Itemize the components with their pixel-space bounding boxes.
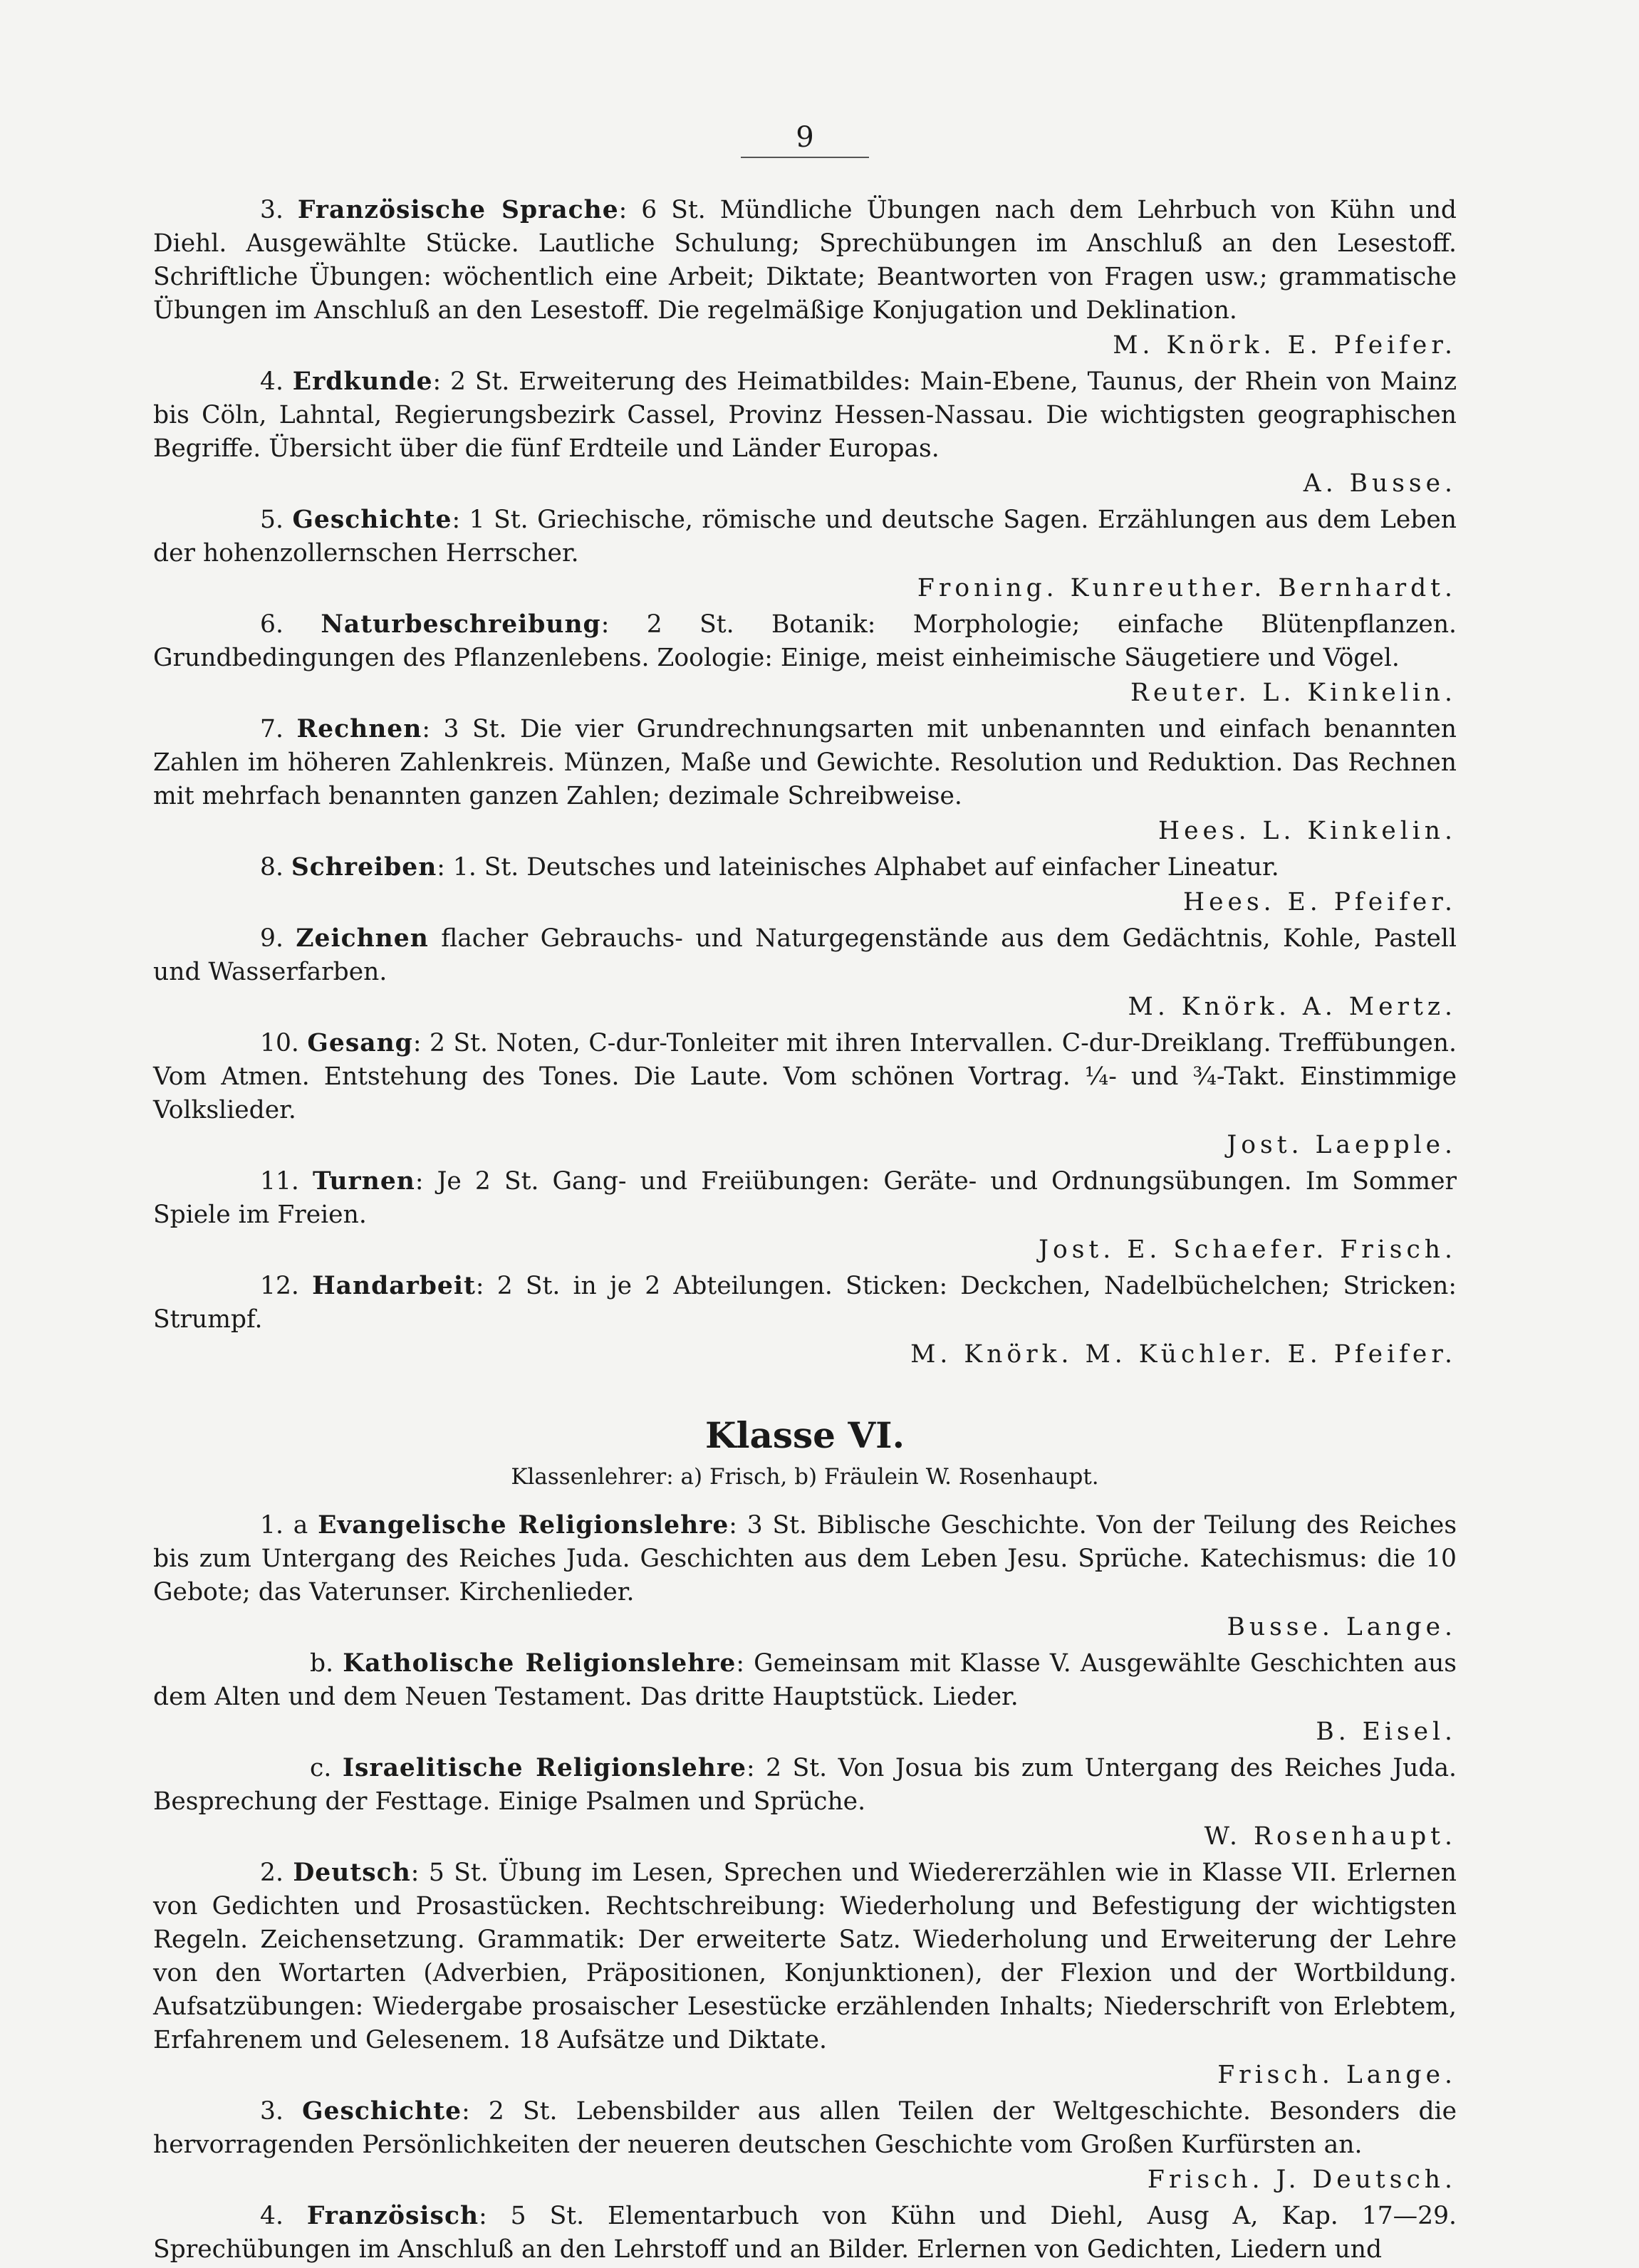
entry-number: 5. xyxy=(260,506,283,534)
entry-number: 3. xyxy=(260,196,283,224)
entry-subject: Geschichte xyxy=(302,2097,462,2126)
entry-text: : 2 St. Von Josua bis zum Untergang des Reiches Juda. Besprechung der Festtage. Einige Psalmen und Sprüche. xyxy=(153,1754,1457,1816)
curriculum-entry xyxy=(153,2095,1457,2162)
entry-number: 3. xyxy=(260,2097,283,2126)
entry-teachers: Frisch. J. Deutsch. xyxy=(1147,2165,1457,2194)
entry-number: 9. xyxy=(260,924,283,953)
entries-section-b xyxy=(153,1509,1457,2267)
curriculum-entry xyxy=(153,922,1457,989)
entry-subject: Französisch xyxy=(306,2202,479,2230)
entry-subject: Deutsch xyxy=(293,1859,411,1887)
entry-text: flacher Gebrauchs- und Naturgegenstände aus dem Gedächtnis, Kohle, Pastell und Wasserfarben. xyxy=(153,924,1457,986)
class-heading: Klasse VI. xyxy=(705,1414,905,1456)
curriculum-entry xyxy=(153,1647,1457,1714)
entry-subject: Zeichnen xyxy=(296,924,429,953)
entry-text: : 6 St. Mündliche Übungen nach dem Lehrbuch von Kühn und Diehl. Ausgewählte Stücke. Lautliche Schulung; Sprechübungen im Anschluß an den Lesestoff. Schriftliche Übungen: wöchentlich eine Arbeit; Diktate; Beantworten von Fragen usw.; grammatische Übungen im Anschluß an den Lesestoff. Die regelmäßige Konjugation und Deklination. xyxy=(153,196,1457,325)
entry-text: : 2 St. Erweiterung des Heimatbildes: Main-Ebene, Taunus, der Rhein von Mainz bis Cöln, Lahntal, Regierungsbezirk Cassel, Provinz Hessen-Nassau. Die wichtigsten geographischen Begriffe. Übersicht über die fünf Erdteile und Länder Europas. xyxy=(153,367,1457,463)
entry-text: : 5 St. Elementarbuch von Kühn und Diehl, Ausg A, Kap. 17—29. Sprechübungen im Anschluß an den Lehrstoff und an Bilder. Erlernen von Gedichten, Liedern und xyxy=(153,2202,1457,2264)
entry-number: 7. xyxy=(260,715,283,743)
entry-subject: Geschichte xyxy=(292,506,452,534)
entry-teachers: Reuter. L. Kinkelin. xyxy=(1130,679,1457,707)
curriculum-entry xyxy=(153,608,1457,675)
entry-number: 1. a xyxy=(260,1511,308,1540)
entry-number: 10. xyxy=(260,1029,299,1057)
entry-text: : 5 St. Übung im Lesen, Sprechen und Wiedererzählen wie in Klasse VII. Erlernen von Gedichten und Prosastücken. Rechtschreibung: Wiederholung und Befestigung der wichtigsten Regeln. Zeichensetzung. Grammatik: Der erweiterte Satz. Wiederholung und Erweiterung der Lehre von den Wortarten (Adverbien, Präpositionen, Konjunktionen), der Flexion und der Wortbildung. Aufsatzübungen: Wiedergabe prosaischer Lesestücke erzählenden Inhalts; Niederschrift von Erlebtem, Erfahrenem und Gelesenem. 18 Aufsätze und Diktate. xyxy=(153,1859,1457,2054)
entry-text: : 2 St. in je 2 Abteilungen. Sticken: Deckchen, Nadelbüchelchen; Stricken: Strumpf. xyxy=(153,1272,1457,1334)
entry-subject: Gesang xyxy=(307,1029,413,1057)
curriculum-entry xyxy=(153,1752,1457,1819)
entry-number: 4. xyxy=(260,2202,283,2230)
entry-text: : 3 St. Die vier Grundrechnungsarten mit unbenannten und einfach benannten Zahlen im höheren Zahlenkreis. Münzen, Maße und Gewichte. Resolution und Reduktion. Das Rechnen mit mehrfach benannten ganzen Zahlen; dezimale Schreibweise. xyxy=(153,715,1457,810)
entry-teachers: Busse. Lange. xyxy=(1227,1613,1457,1641)
entry-number: c. xyxy=(310,1754,332,1782)
curriculum-entry xyxy=(153,365,1457,466)
curriculum-entry xyxy=(153,1165,1457,1232)
entry-subject: Handarbeit xyxy=(312,1272,476,1300)
entry-subject: Katholische Religionslehre xyxy=(343,1649,737,1678)
entry-teachers: A. Busse. xyxy=(1303,469,1457,498)
curriculum-entry xyxy=(153,2200,1457,2267)
curriculum-entry xyxy=(153,851,1457,884)
entry-number: b. xyxy=(310,1649,334,1678)
entry-text: : 3 St. Biblische Geschichte. Von der Teilung des Reiches bis zum Untergang des Reiches Juda. Geschichten aus dem Leben Jesu. Sprüche. Katechismus: die 10 Gebote; das Vaterunser. Kirchenlieder. xyxy=(153,1511,1457,1606)
page-number-rule xyxy=(741,157,869,158)
entry-number: 2. xyxy=(260,1859,283,1887)
entry-text: : 2 St. Noten, C-dur-Tonleiter mit ihren Intervallen. C-dur-Dreiklang. Treffübungen. Vom Atmen. Entstehung des Tones. Die Laute. Vom schönen Vortrag. ¼- und ¾-Takt. Einstimmige Volkslieder. xyxy=(153,1029,1457,1124)
curriculum-entry xyxy=(153,1270,1457,1337)
entry-subject: Erdkunde xyxy=(292,367,433,396)
entry-teachers: Froning. Kunreuther. Bernhardt. xyxy=(917,574,1457,602)
curriculum-entry xyxy=(153,503,1457,570)
class-teachers: Klassenlehrer: a) Frisch, b) Fräulein W. Rosenhaupt. xyxy=(511,1464,1099,1490)
entry-text: : Gemeinsam mit Klasse V. Ausgewählte Geschichten aus dem Alten und dem Neuen Testament. Das dritte Hauptstück. Lieder. xyxy=(153,1649,1457,1711)
entry-subject: Schreiben xyxy=(291,853,437,882)
entry-subject: Französische Sprache xyxy=(297,196,619,224)
entry-subject: Evangelische Religionslehre xyxy=(318,1511,729,1540)
entry-teachers: B. Eisel. xyxy=(1316,1718,1457,1746)
curriculum-entry xyxy=(153,194,1457,328)
curriculum-entry xyxy=(153,1856,1457,2057)
entry-teachers: Jost. Laepple. xyxy=(1227,1131,1457,1159)
entry-subject: Rechnen xyxy=(296,715,422,743)
page-number: 9 xyxy=(796,121,814,154)
curriculum-entry xyxy=(153,1509,1457,1609)
entry-subject: Israelitische Religionslehre xyxy=(342,1754,746,1782)
entry-teachers: W. Rosenhaupt. xyxy=(1204,1822,1457,1851)
curriculum-entry xyxy=(153,713,1457,813)
entry-teachers: M. Knörk. M. Küchler. E. Pfeifer. xyxy=(910,1340,1457,1369)
entry-number: 6. xyxy=(260,610,283,639)
entry-text: : 1 St. Griechische, römische und deutsche Sagen. Erzählungen aus dem Leben der hohenzollernschen Herrscher. xyxy=(153,506,1457,568)
entry-subject: Naturbeschreibung xyxy=(321,610,601,639)
entry-number: 11. xyxy=(260,1167,299,1196)
entry-subject: Turnen xyxy=(312,1167,415,1196)
entry-number: 12. xyxy=(260,1272,299,1300)
entry-number: 8. xyxy=(260,853,283,882)
entry-teachers: M. Knörk. A. Mertz. xyxy=(1128,993,1457,1021)
entry-teachers: Hees. L. Kinkelin. xyxy=(1157,817,1457,845)
document-page xyxy=(153,121,1457,2268)
entry-text: : 2 St. Botanik: Morphologie; einfache Blütenpflanzen. Grundbedingungen des Pflanzenlebens. Zoologie: Einige, meist einheimische Säugetiere und Vögel. xyxy=(153,610,1457,672)
entry-teachers: Hees. E. Pfeifer. xyxy=(1183,888,1457,916)
entry-teachers: Jost. E. Schaefer. Frisch. xyxy=(1039,1235,1457,1264)
entry-text: : 1. St. Deutsches und lateinisches Alphabet auf einfacher Lineatur. xyxy=(437,853,1279,882)
entry-teachers: Frisch. Lange. xyxy=(1217,2061,1457,2089)
entry-teachers: M. Knörk. E. Pfeifer. xyxy=(1113,331,1457,360)
curriculum-entry xyxy=(153,1027,1457,1127)
entry-text: : Je 2 St. Gang- und Freiübungen: Geräte- und Ordnungsübungen. Im Sommer Spiele im Freien. xyxy=(153,1167,1457,1229)
entry-text: : 2 St. Lebensbilder aus allen Teilen der Weltgeschichte. Besonders die hervorragenden Persönlichkeiten der neueren deutschen Geschichte vom Großen Kurfürsten an. xyxy=(153,2097,1457,2159)
entries-section-a xyxy=(153,194,1457,1371)
entry-number: 4. xyxy=(260,367,283,396)
